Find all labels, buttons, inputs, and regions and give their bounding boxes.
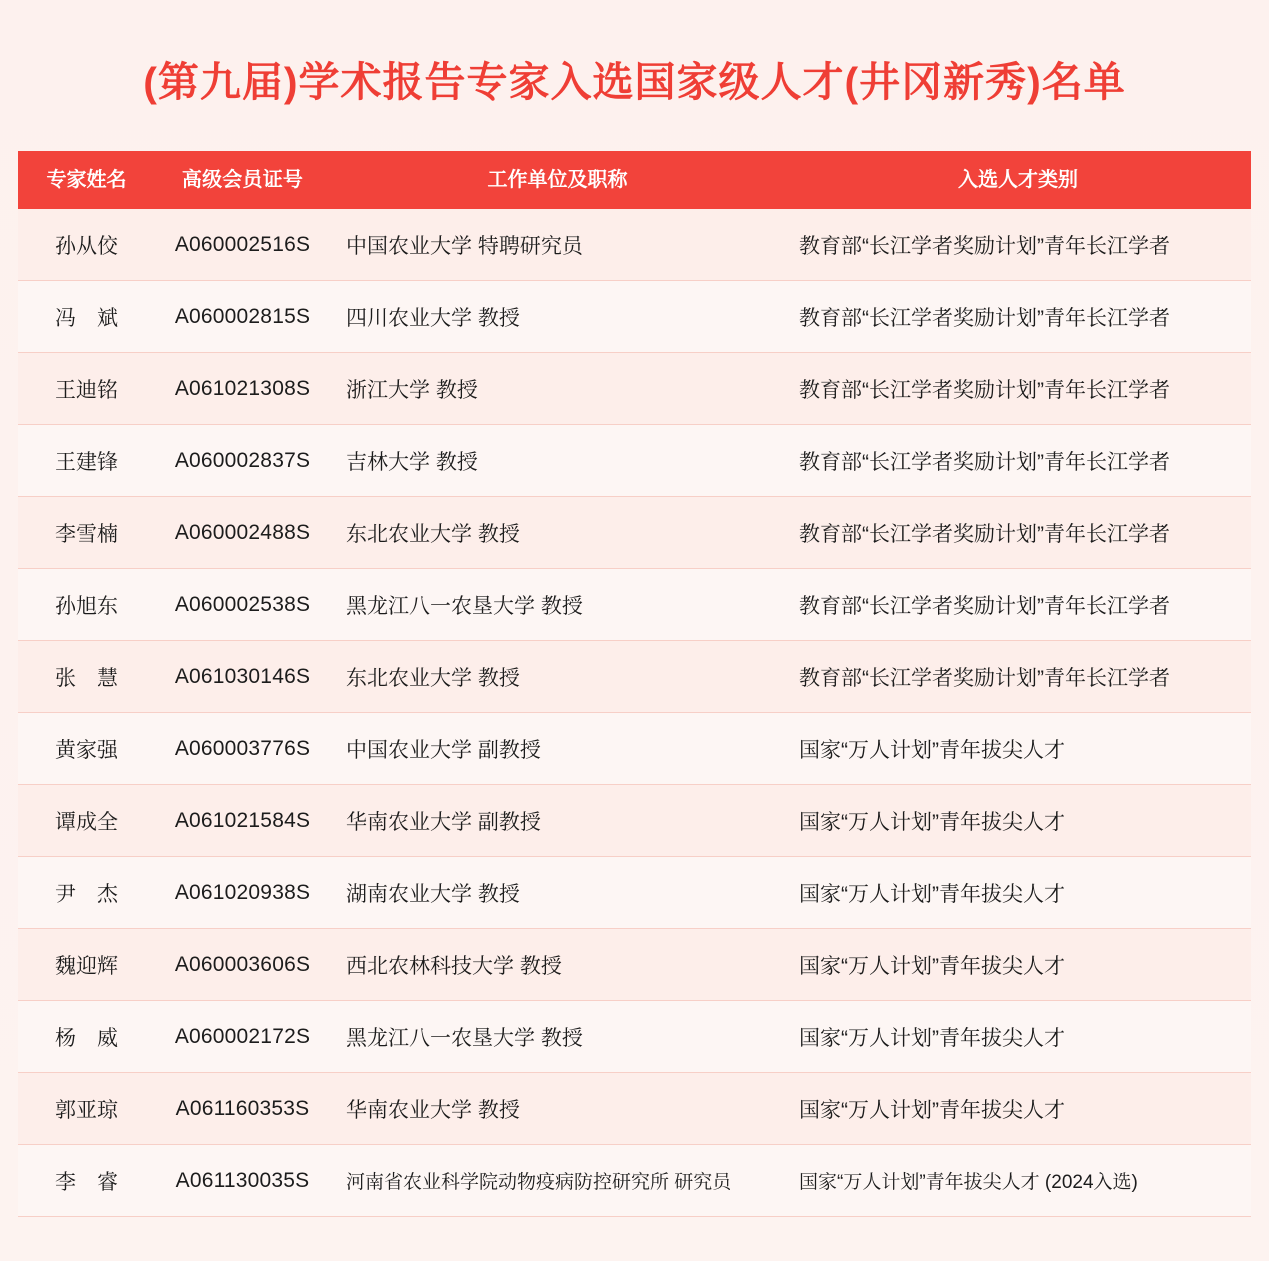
- table-header-row: [18, 151, 1251, 209]
- expert-name: 王建锋: [55, 450, 118, 474]
- cell-category: 国家“万人计划”青年拔尖人才: [785, 713, 1251, 785]
- cell-unit: 黑龙江八一农垦大学 教授: [330, 569, 785, 641]
- cell-member-id: A060002538S: [155, 569, 330, 641]
- table-row: [18, 1073, 1251, 1145]
- expert-name: 孙从佼: [55, 234, 118, 258]
- cell-name: [18, 929, 155, 1001]
- cell-category: 国家“万人计划”青年拔尖人才 (2024入选): [785, 1145, 1251, 1217]
- cell-category: 教育部“长江学者奖励计划”青年长江学者: [785, 497, 1251, 569]
- table-row: [18, 353, 1251, 425]
- expert-name: 王迪铭: [55, 378, 118, 402]
- cell-name: [18, 1073, 155, 1145]
- cell-category: 教育部“长江学者奖励计划”青年长江学者: [785, 425, 1251, 497]
- cell-member-id: A060003606S: [155, 929, 330, 1001]
- cell-category: 国家“万人计划”青年拔尖人才: [785, 857, 1251, 929]
- cell-name: [18, 497, 155, 569]
- cell-member-id: A060003776S: [155, 713, 330, 785]
- cell-name: [18, 281, 155, 353]
- cell-name: [18, 1145, 155, 1217]
- expert-name: 魏迎辉: [55, 954, 118, 978]
- expert-name: 谭成全: [55, 810, 118, 834]
- cell-unit: 西北农林科技大学 教授: [330, 929, 785, 1001]
- cell-unit: 华南农业大学 教授: [330, 1073, 785, 1145]
- expert-name: 郭亚琼: [55, 1098, 118, 1122]
- cell-member-id: A060002172S: [155, 1001, 330, 1073]
- column-header-category: 入选人才类别: [785, 151, 1251, 209]
- cell-category: 教育部“长江学者奖励计划”青年长江学者: [785, 353, 1251, 425]
- cell-unit: 东北农业大学 教授: [330, 497, 785, 569]
- cell-name: [18, 785, 155, 857]
- cell-member-id: A060002815S: [155, 281, 330, 353]
- column-header-member-id: 高级会员证号: [155, 151, 330, 209]
- cell-name: [18, 425, 155, 497]
- cell-category: 国家“万人计划”青年拔尖人才: [785, 1073, 1251, 1145]
- expert-name: 杨 威: [55, 1026, 118, 1050]
- cell-name: [18, 1001, 155, 1073]
- cell-category: 国家“万人计划”青年拔尖人才: [785, 1001, 1251, 1073]
- cell-name: [18, 353, 155, 425]
- table-body: [18, 209, 1251, 1217]
- cell-name: [18, 569, 155, 641]
- cell-member-id: A061160353S: [155, 1073, 330, 1145]
- roster-table-wrapper: [18, 151, 1251, 1217]
- table-row: [18, 641, 1251, 713]
- cell-unit: 河南省农业科学院动物疫病防控研究所 研究员: [330, 1145, 785, 1217]
- table-row: [18, 209, 1251, 281]
- cell-member-id: A061021584S: [155, 785, 330, 857]
- table-row: [18, 785, 1251, 857]
- cell-member-id: A060002516S: [155, 209, 330, 281]
- cell-name: [18, 641, 155, 713]
- cell-category: 国家“万人计划”青年拔尖人才: [785, 929, 1251, 1001]
- table-row: [18, 497, 1251, 569]
- cell-unit: 东北农业大学 教授: [330, 641, 785, 713]
- cell-category: 国家“万人计划”青年拔尖人才: [785, 785, 1251, 857]
- expert-name: 孙旭东: [55, 594, 118, 618]
- page-title: (第九届)学术报告专家入选国家级人才(井冈新秀)名单: [143, 59, 1126, 105]
- table-row: [18, 713, 1251, 785]
- table-row: [18, 281, 1251, 353]
- cell-category: 教育部“长江学者奖励计划”青年长江学者: [785, 209, 1251, 281]
- cell-member-id: A061020938S: [155, 857, 330, 929]
- cell-unit: 浙江大学 教授: [330, 353, 785, 425]
- cell-category: 教育部“长江学者奖励计划”青年长江学者: [785, 641, 1251, 713]
- expert-name: 张 慧: [55, 666, 118, 690]
- column-header-name: 专家姓名: [18, 151, 155, 209]
- table-row: [18, 929, 1251, 1001]
- cell-unit: 四川农业大学 教授: [330, 281, 785, 353]
- roster-table: [18, 151, 1251, 1217]
- cell-name: [18, 857, 155, 929]
- cell-unit: 黑龙江八一农垦大学 教授: [330, 1001, 785, 1073]
- cell-member-id: A060002488S: [155, 497, 330, 569]
- expert-name: 尹 杰: [55, 882, 118, 906]
- cell-unit: 中国农业大学 副教授: [330, 713, 785, 785]
- expert-name: 李雪楠: [55, 522, 118, 546]
- cell-unit: 吉林大学 教授: [330, 425, 785, 497]
- cell-unit: 湖南农业大学 教授: [330, 857, 785, 929]
- expert-name: 黄家强: [55, 738, 118, 762]
- cell-member-id: A060002837S: [155, 425, 330, 497]
- table-row: [18, 569, 1251, 641]
- cell-unit: 华南农业大学 副教授: [330, 785, 785, 857]
- cell-member-id: A061021308S: [155, 353, 330, 425]
- table-header: [18, 151, 1251, 209]
- cell-name: [18, 209, 155, 281]
- table-row: [18, 1001, 1251, 1073]
- table-row: [18, 1145, 1251, 1217]
- cell-unit: 中国农业大学 特聘研究员: [330, 209, 785, 281]
- cell-category: 教育部“长江学者奖励计划”青年长江学者: [785, 281, 1251, 353]
- table-row: [18, 857, 1251, 929]
- column-header-unit: 工作单位及职称: [330, 151, 785, 209]
- cell-member-id: A061130035S: [155, 1145, 330, 1217]
- cell-category: 教育部“长江学者奖励计划”青年长江学者: [785, 569, 1251, 641]
- expert-name: 冯 斌: [55, 306, 118, 330]
- cell-name: [18, 713, 155, 785]
- table-row: [18, 425, 1251, 497]
- expert-name: 李 睿: [55, 1170, 118, 1194]
- cell-member-id: A061030146S: [155, 641, 330, 713]
